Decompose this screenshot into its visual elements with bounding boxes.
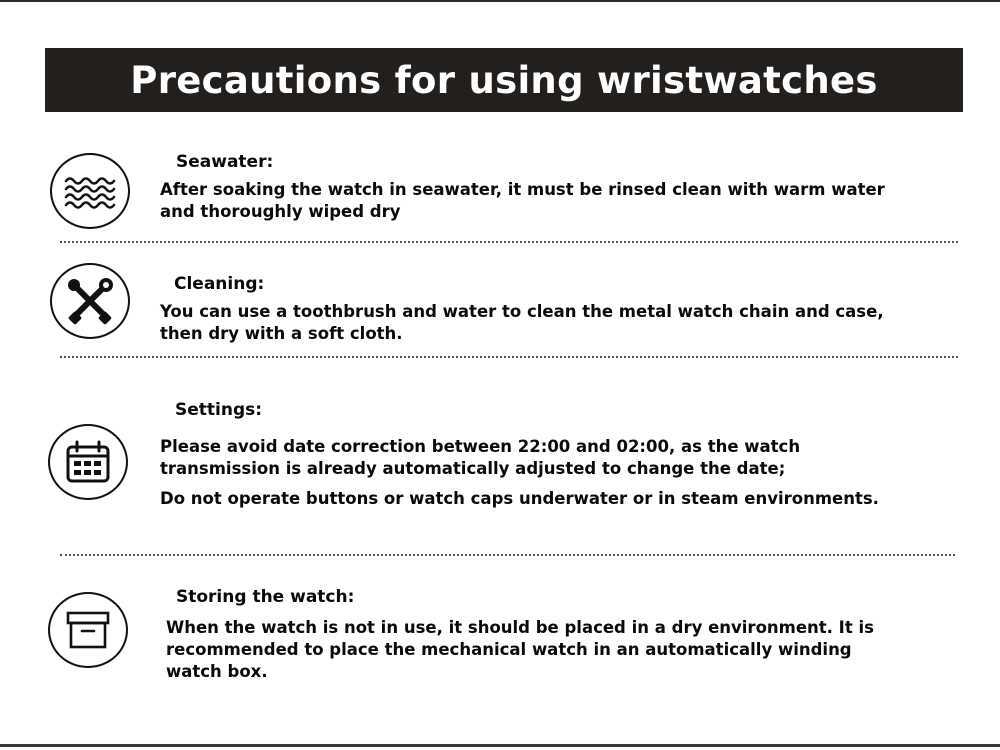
box-icon bbox=[48, 592, 128, 668]
divider bbox=[60, 241, 958, 243]
waves-icon bbox=[50, 153, 130, 229]
seawater-text: After soaking the watch in seawater, it must be rinsed clean with warm water and thoroughly wiped dry bbox=[160, 180, 885, 221]
tools-icon bbox=[50, 263, 130, 339]
page-title: Precautions for using wristwatches bbox=[130, 58, 878, 102]
cleaning-heading: Cleaning: bbox=[174, 274, 265, 294]
divider bbox=[60, 356, 958, 358]
calendar-icon bbox=[48, 424, 128, 500]
settings-warning-text: Do not operate buttons or watch caps underwater or in steam environments. bbox=[160, 489, 879, 508]
seawater-heading: Seawater: bbox=[176, 152, 274, 172]
settings-text: Please avoid date correction between 22:00 and 02:00, as the watch transmission is already automatically adjusted to change the date; bbox=[160, 437, 801, 478]
settings-heading: Settings: bbox=[175, 400, 263, 420]
divider bbox=[60, 554, 955, 556]
cleaning-text: You can use a toothbrush and water to clean the metal watch chain and case, then dry with a soft cloth. bbox=[160, 302, 884, 343]
page-bottom-edge bbox=[0, 744, 1000, 747]
storing-heading: Storing the watch: bbox=[176, 587, 355, 607]
storing-text: When the watch is not in use, it should be placed in a dry environment. It is recommended to place the mechanical watch in an automatically winding watch box. bbox=[166, 618, 874, 681]
title-banner bbox=[45, 48, 963, 112]
page-top-edge bbox=[0, 0, 1000, 2]
